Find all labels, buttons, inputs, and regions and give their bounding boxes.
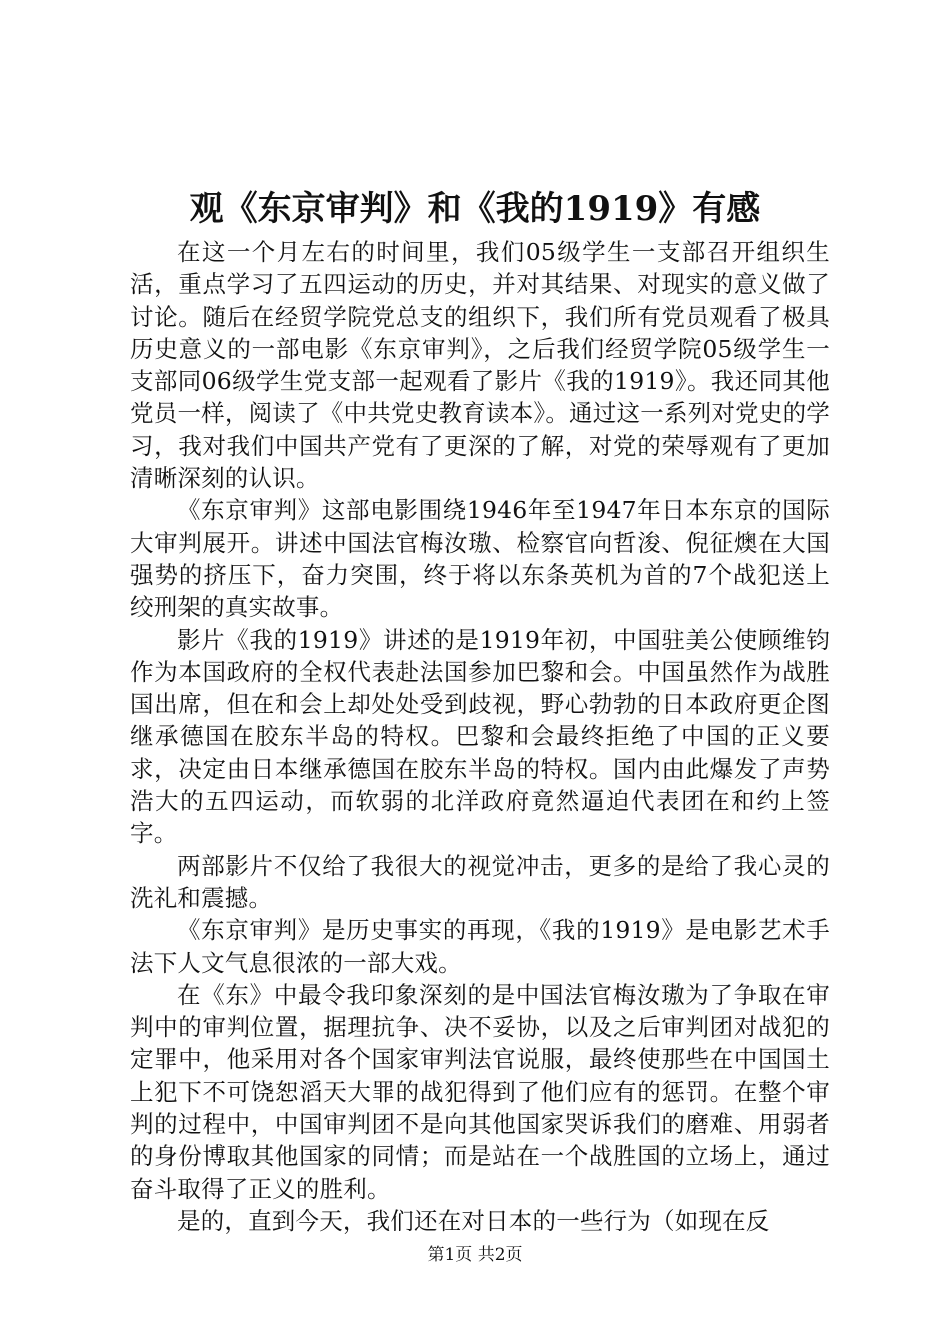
document-body <box>130 236 830 1237</box>
paragraph: 在《东》中最令我印象深刻的是中国法官梅汝璈为了争取在审判中的审判位置，据理抗争、决不妥协，以及之后审判团对战犯的定罪中，他采用对各个国家审判法官说服，最终使那些在中国国土上犯下不可饶恕滔天大罪的战犯得到了他们应有的惩罚。在整个审判的过程中，中国审判团不是向其他国家哭诉我们的磨难、用弱者的身份博取其他国家的同情；而是站在一个战胜国的立场上，通过奋斗取得了正义的胜利。 <box>130 980 830 1203</box>
document-title: 观《东京审判》和《我的1919》有感 <box>189 189 761 229</box>
paragraph: 两部影片不仅给了我很大的视觉冲击，更多的是给了我心灵的洗礼和震撼。 <box>130 851 830 912</box>
paragraph: 《东京审判》是历史事实的再现，《我的1919》是电影艺术手法下人文气息很浓的一部大戏。 <box>130 916 830 977</box>
paragraph: 在这一个月左右的时间里，我们05级学生一支部召开组织生活，重点学习了五四运动的历史，并对其结果、对现实的意义做了讨论。随后在经贸学院党总支的组织下，我们所有党员观看了极具历史意义的一部电影《东京审判》，之后我们经贸学院05级学生一支部同06级学生党支部一起观看了影片《我的1919》。我还同其他党员一样，阅读了《中共党史教育读本》。通过这一系列对党史的学习，我对我们中国共产党有了更深的了解，对党的荣辱观有了更加清晰深刻的认识。 <box>130 238 830 493</box>
page-footer: 第1页 共2页 <box>427 1245 523 1265</box>
paragraph: 是的，直到今天，我们还在对日本的一些行为（如现在反 <box>177 1206 770 1235</box>
paragraph: 《东京审判》这部电影围绕1946年至1947年日本东京的国际大审判展开。讲述中国法官梅汝璈、检察官向哲浚、倪征燠在大国强势的挤压下，奋力突围，终于将以东条英机为首的7个战犯送上绞刑架的真实故事。 <box>130 496 830 622</box>
paragraph: 影片《我的1919》讲述的是1919年初，中国驻美公使顾维钧作为本国政府的全权代表赴法国参加巴黎和会。中国虽然作为战胜国出席，但在和会上却处处受到歧视，野心勃勃的日本政府更企图继承德国在胶东半岛的特权。巴黎和会最终拒绝了中国的正义要求，决定由日本继承德国在胶东半岛的特权。国内由此爆发了声势浩大的五四运动，而软弱的北洋政府竟然逼迫代表团在和约上签字。 <box>130 625 830 848</box>
